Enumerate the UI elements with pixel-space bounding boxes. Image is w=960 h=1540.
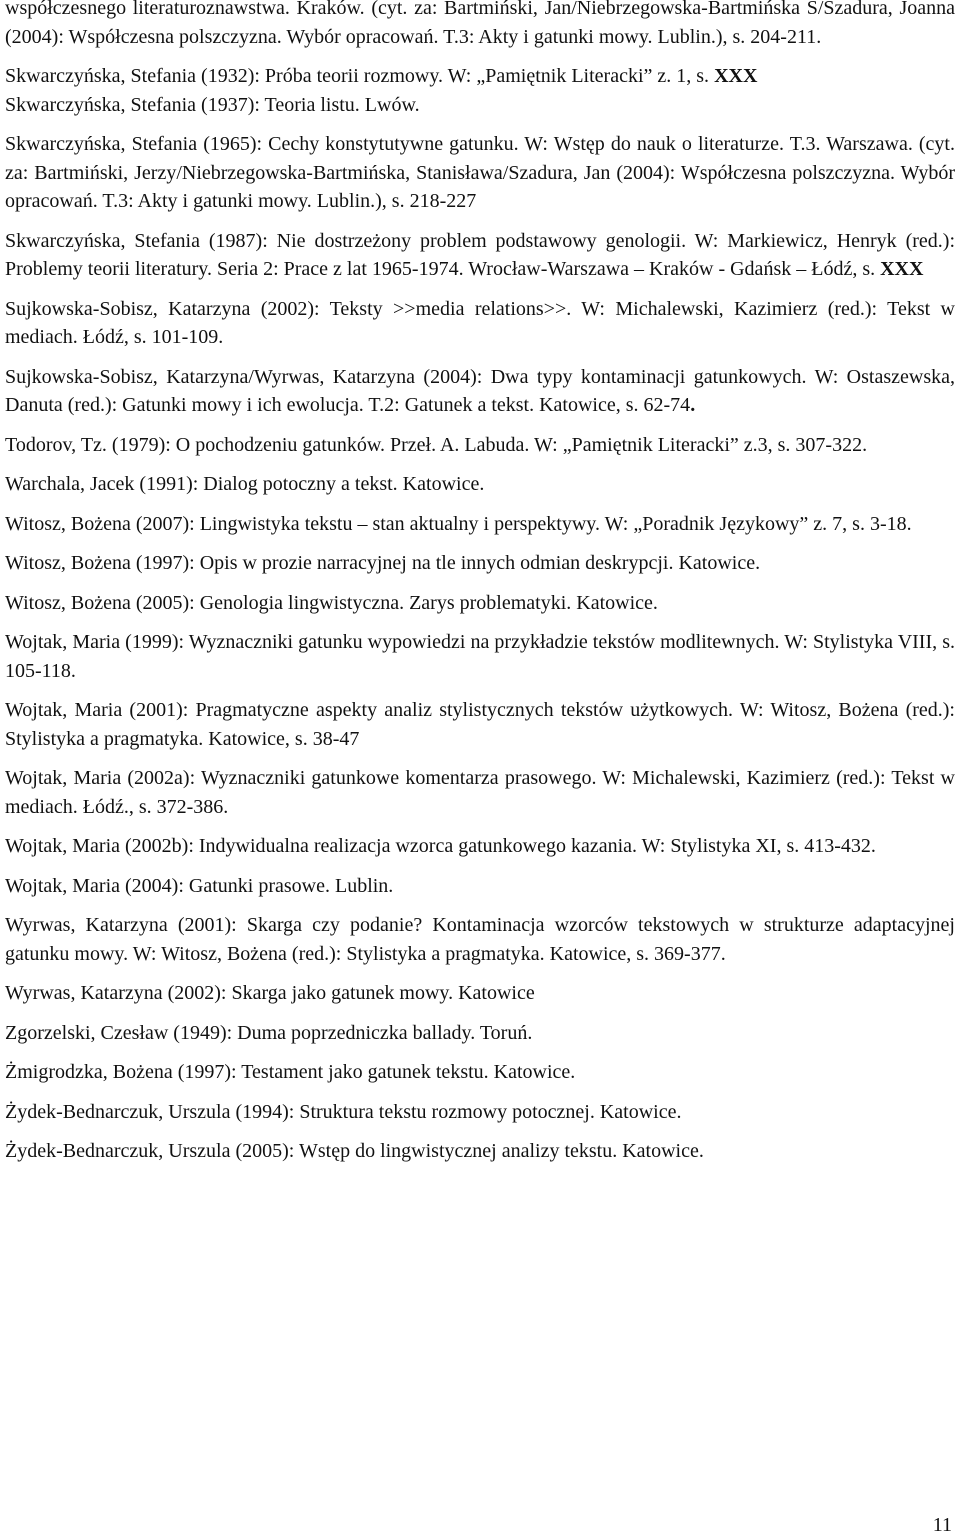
- bibliography-entry: Sujkowska-Sobisz, Katarzyna/Wyrwas, Katarzyna (2004): Dwa typy kontaminacji gatunkowych. W: Ostaszewska, Danuta (red.): Gatunki mowy i ich ewolucja. T.2: Gatunek a tekst. Katowice, s. 62-74.: [5, 365, 955, 416]
- bibliography-entry: Wojtak, Maria (1999): Wyznaczniki gatunku wypowiedzi na przykładzie tekstów modlitewnych. W: Stylistyka VIII, s. 105-118.: [5, 631, 955, 682]
- bibliography-entry: Skwarczyńska, Stefania (1987): Nie dostrzeżony problem podstawowy genologii. W: Markiewicz, Henryk (red.): Problemy teorii literatury. Seria 2: Prace z lat 1965-1974. Wrocław-Warszawa – Kraków - Gdańsk – Łódź, s. XXX: [5, 229, 955, 280]
- bibliography-entry: Żmigrodzka, Bożena (1997): Testament jako gatunek tekstu. Katowice.: [5, 1061, 576, 1083]
- bibliography-entry: Witosz, Bożena (2007): Lingwistyka tekstu – stan aktualny i perspektywy. W: „Poradnik Językowy” z. 7, s. 3-18.: [5, 512, 912, 535]
- bibliography-entry: Wojtak, Maria (2002b): Indywidualna realizacja wzorca gatunkowego kazania. W: Stylistyka XI, s. 413-432.: [5, 835, 876, 857]
- bibliography-entry: Wyrwas, Katarzyna (2002): Skarga jako gatunek mowy. Katowice: [5, 982, 535, 1004]
- bibliography-entry: Witosz, Bożena (2005): Genologia lingwistyczna. Zarys problematyki. Katowice.: [5, 591, 658, 614]
- bibliography-entry: Skwarczyńska, Stefania (1932): Próba teorii rozmowy. W: „Pamiętnik Literacki” z. 1, s. XXX: [5, 65, 758, 87]
- bibliography-entry: Żydek-Bednarczuk, Urszula (2005): Wstęp do lingwistycznej analizy tekstu. Katowice.: [5, 1140, 704, 1162]
- bibliography-entry: Sujkowska-Sobisz, Katarzyna (2002): Teksty >>media relations>>. W: Michalewski, Kazimierz (red.): Tekst w mediach. Łódź, s. 101-109.: [5, 297, 955, 348]
- bibliography-entry: Skwarczyńska, Stefania (1965): Cechy konstytutywne gatunku. W: Wstęp do nauk o literaturze. T.3. Warszawa. (cyt. za: Bartmiński, Jerzy/Niebrzegowska-Bartmińska, Stanisława/Szadura, Jan (2004): Współczesna polszczyzna. Wybór opracowań. T.3: Akty i gatunki mowy. Lublin.), s. 218-227: [5, 133, 955, 212]
- bibliography-entry: Zgorzelski, Czesław (1949): Duma poprzedniczka ballady. Toruń.: [5, 1021, 533, 1044]
- bibliography-entry: Wojtak, Maria (2001): Pragmatyczne aspekty analiz stylistycznych tekstów użytkowych. W: Witosz, Bożena (red.): Stylistyka a pragmatyka. Katowice, s. 38-47: [5, 699, 955, 750]
- bibliography-entry: Żydek-Bednarczuk, Urszula (1994): Struktura tekstu rozmowy potocznej. Katowice.: [5, 1100, 682, 1123]
- bibliography-entry: Wyrwas, Katarzyna (2001): Skarga czy podanie? Kontaminacja wzorców tekstowych w strukturze adaptacyjnej gatunku mowy. W: Witosz, Bożena (red.): Stylistyka a pragmatyka. Katowice, s. 369-377.: [5, 914, 955, 965]
- bibliography-entry: Wojtak, Maria (2002a): Wyznaczniki gatunkowe komentarza prasowego. W: Michalewski, Kazimierz (red.): Tekst w mediach. Łódź., s. 372-386.: [5, 767, 955, 818]
- bibliography-entry: Warchala, Jacek (1991): Dialog potoczny a tekst. Katowice.: [5, 473, 485, 495]
- bibliography-entry: Skwarczyńska, Stefania (1937): Teoria listu. Lwów.: [5, 93, 420, 116]
- bibliography-entry: Todorov, Tz. (1979): O pochodzeniu gatunków. Przeł. A. Labuda. W: „Pamiętnik Literacki” z.3, s. 307-322.: [5, 433, 868, 456]
- bibliography-entry: współczesnego literaturoznawstwa. Kraków. (cyt. za: Bartmiński, Jan/Niebrzegowska-Bartmińska S/Szadura, Joanna (2004): Współczesna polszczyzna. Wybór opracowań. T.3: Akty i gatunki mowy. Lublin.), s. 204-211.: [5, 0, 955, 48]
- page-number: 11: [932, 1514, 952, 1536]
- bibliography-entry: Witosz, Bożena (1997): Opis w prozie narracyjnej na tle innych odmian deskrypcji. Katowice.: [5, 552, 761, 574]
- bibliography-list: [5, 0, 955, 1177]
- bibliography-entry: Wojtak, Maria (2004): Gatunki prasowe. Lublin.: [5, 874, 394, 897]
